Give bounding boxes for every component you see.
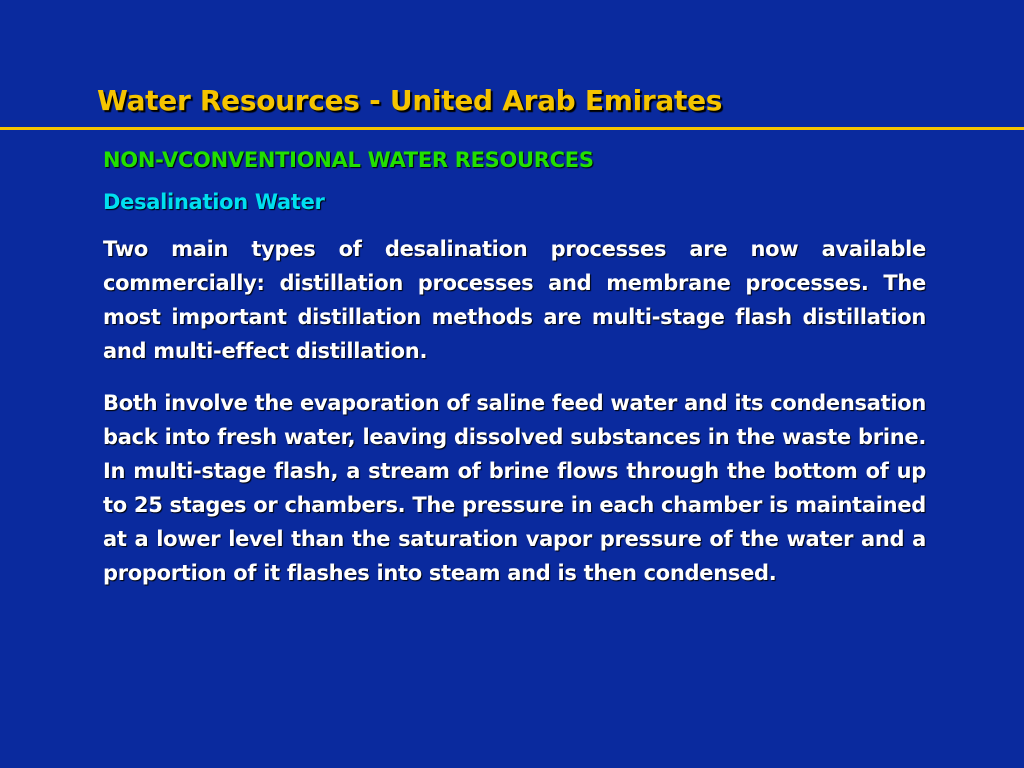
body-paragraph-1: Two main types of desalination processes are now available commercially: distillation processes and membrane processes. The most important distillation methods are multi-stage flash distillation and multi-effect distillation. — [103, 237, 926, 363]
body-paragraph-2: Both involve the evaporation of saline feed water and its condensation back into fresh water, leaving dissolved substances in the waste brine. In multi-stage flash, a stream of brine flows through the bottom of up to 25 stages or chambers. The pressure in each chamber is maintained at a lower level than the saturation vapor pressure of the water and a proportion of it flashes into steam and is then condensed. — [103, 391, 926, 585]
slide-content — [103, 148, 926, 608]
section-heading: NON-VCONVENTIONAL WATER RESOURCES — [103, 148, 594, 172]
title-divider — [0, 127, 1024, 130]
slide-title: Water Resources - United Arab Emirates — [97, 84, 723, 117]
section-subheading: Desalination Water — [103, 190, 325, 214]
